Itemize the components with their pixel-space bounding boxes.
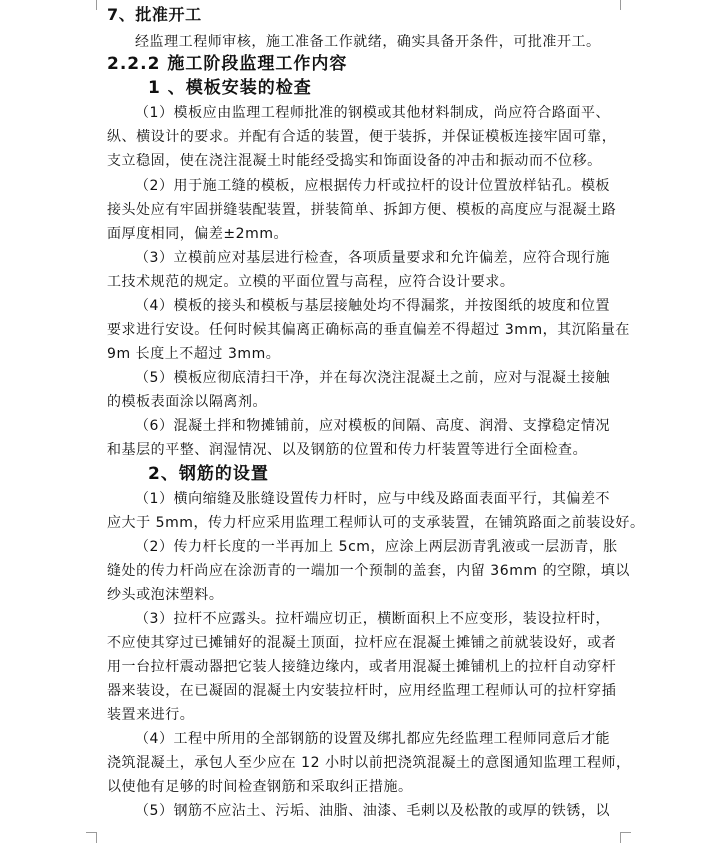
paragraph-line: 9m 长度上不超过 3mm。: [107, 346, 281, 362]
paragraph-line: 纵、横设计的要求。并配有合适的装置，便于装拆，并保证模板连接牢固可靠，: [107, 129, 617, 145]
subsection-heading: 2、钢筋的设置: [148, 464, 269, 484]
paragraph-line: （5）模板应彻底清扫干净，并在每次浇注混凝土之前，应对与混凝土接触: [135, 370, 611, 386]
paragraph-line: （3）拉杆不应露头。拉杆端应切正，横断面积上不应变形，装设拉杆时，: [135, 611, 611, 627]
paragraph-line: 纱头或泡沫塑料。: [107, 587, 224, 603]
subsection-heading: 1 、模板安装的检查: [148, 78, 312, 98]
paragraph-line: 经监理工程师审核，施工准备工作就绪，确实具备开条件，可批准开工。: [135, 34, 601, 50]
paragraph-line: 面厚度相同，偏差±2mm。: [107, 226, 289, 242]
paragraph-line: 的模板表面涂以隔离剂。: [107, 394, 268, 410]
paragraph-line: 和基层的平整、润湿情况、以及钢筋的位置和传力杆装置等进行全面检查。: [107, 442, 588, 458]
paragraph-line: 要求进行安设。任何时候其偏离正确标高的垂直偏差不得超过 3mm，其沉陷量在: [107, 322, 630, 338]
paragraph-line: 以使他有足够的时间检查钢筋和采取纠正措施。: [107, 779, 413, 795]
section-heading: 7、批准开工: [107, 5, 202, 24]
page-corner-mark: [620, 832, 631, 843]
paragraph-line: 支立稳固，使在浇注混凝土时能经受捣实和饰面设备的冲击和振动而不位移。: [107, 153, 602, 169]
paragraph-line: 装置来进行。: [107, 707, 195, 723]
paragraph-line: 浇筑混凝土，承包人至少应在 12 小时以前把浇筑混凝土的意图通知监理工程师，: [107, 755, 631, 771]
section-heading: 2.2.2 施工阶段监理工作内容: [107, 54, 348, 74]
paragraph-line: （3）立模前应对基层进行检查，各项质量要求和允许偏差，应符合现行施: [135, 250, 611, 266]
paragraph-line: （4）工程中所用的全部钢筋的设置及绑扎都应先经监理工程师同意后才能: [135, 731, 611, 747]
paragraph-line: （6）混凝土拌和物摊铺前，应对模板的间隔、高度、润滑、支撑稳定情况: [135, 418, 611, 434]
paragraph-line: （2）用于施工缝的模板，应根据传力杆或拉杆的设计位置放样钻孔。模板: [135, 178, 611, 194]
paragraph-line: 不应使其穿过已摊铺好的混凝土顶面，拉杆应在混凝土摊铺之前就装设好，或者: [107, 635, 617, 651]
page-corner-mark: [86, 0, 97, 10]
paragraph-line: 用一台拉杆震动器把它装人接缝边缘内，或者用混凝土摊铺机上的拉杆自动穿杆: [107, 659, 617, 675]
paragraph-line: （5）钢筋不应沾土、污垢、油脂、油漆、毛刺以及松散的或厚的铁锈，以: [135, 803, 611, 819]
paragraph-line: （1）模板应由监理工程师批准的钢模或其他材料制成，尚应符合路面平、: [135, 105, 611, 121]
paragraph-line: 缝处的传力杆尚应在涂沥青的一端加一个预制的盖套，内留 36mm 的空隙，填以: [107, 563, 630, 579]
page-corner-mark: [86, 832, 97, 843]
paragraph-line: （2）传力杆长度的一半再加上 5cm，应涂上两层沥青乳液或一层沥青，胀: [135, 539, 618, 555]
paragraph-line: 工技术规范的规定。立模的平面位置与高程，应符合设计要求。: [107, 274, 515, 290]
paragraph-line: （4）模板的接头和模板与基层接触处均不得漏浆，并按图纸的坡度和位置: [135, 298, 611, 314]
paragraph-line: 器来装设，在已凝固的混凝土内安装拉杆时，应用经监理工程师认可的拉杆穿插: [107, 683, 617, 699]
paragraph-line: （1）横向缩缝及胀缝设置传力杆时，应与中线及路面表面平行，其偏差不: [135, 491, 611, 507]
paragraph-line: 应大于 5mm，传力杆应采用监理工程师认可的支承装置，在铺筑路面之前装设好。: [107, 515, 645, 531]
page-corner-mark: [620, 0, 631, 10]
paragraph-line: 接头处应有牢固拼缝装配装置，拼装简单、拆卸方便、模板的高度应与混凝土路: [107, 202, 617, 218]
